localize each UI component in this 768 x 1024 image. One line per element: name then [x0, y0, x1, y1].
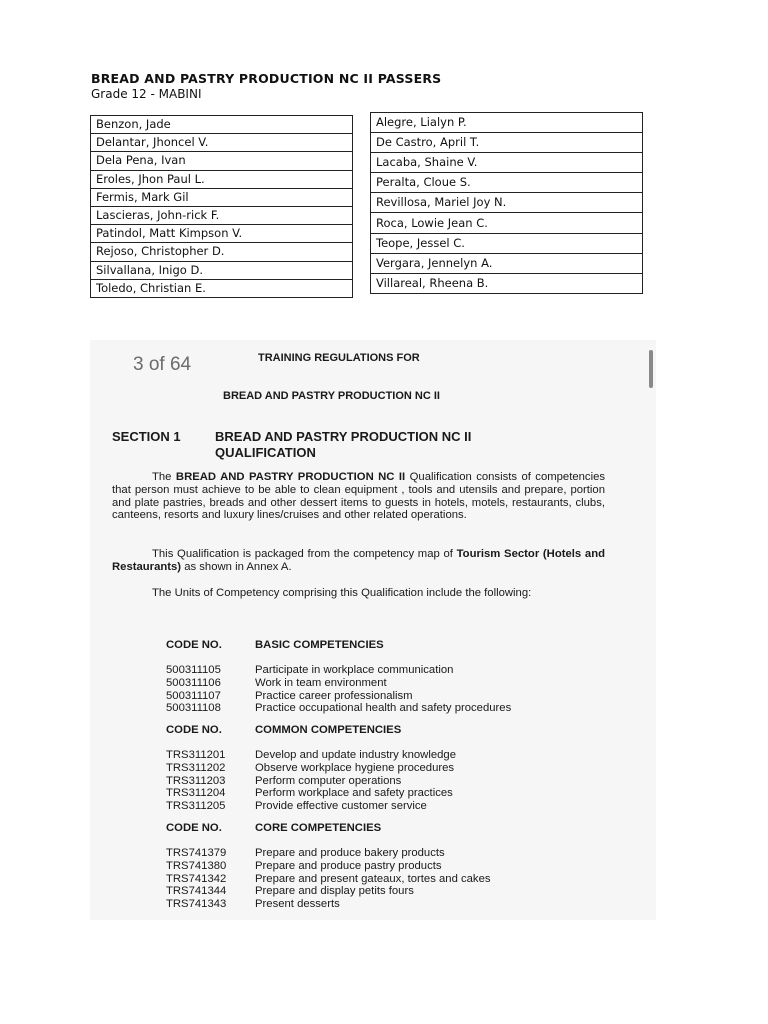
qualification-paragraph: [112, 471, 605, 522]
competency-header: [166, 724, 586, 738]
table-row: [371, 253, 643, 273]
competency-row: [166, 702, 586, 715]
competency-description: Practice career professionalism: [255, 689, 413, 702]
passers-table-left: [90, 115, 353, 298]
competency-description: Perform workplace and safety practices: [255, 787, 453, 800]
excerpt-title: TRAINING REGULATIONS FOR: [258, 352, 420, 364]
competency-code: 500311107: [166, 689, 221, 702]
passer-name: Delantar, Jhoncel V.: [91, 134, 353, 152]
training-regulations-excerpt: [90, 340, 656, 920]
units-paragraph: The Units of Competency comprising this Qualification include the following:: [152, 587, 532, 599]
competency-row: [166, 847, 586, 860]
competency-row: [166, 873, 586, 886]
competency-row: [166, 898, 586, 911]
passer-name: Roca, Lowie Jean C.: [371, 213, 643, 233]
competency-description: Provide effective customer service: [255, 800, 427, 813]
table-row: [371, 173, 643, 193]
competency-description: Prepare and display petits fours: [255, 885, 414, 898]
competency-row: [166, 775, 586, 788]
competency-row: [166, 664, 586, 677]
excerpt-subtitle: BREAD AND PASTRY PRODUCTION NC II: [223, 390, 440, 402]
competency-group-title: COMMON COMPETENCIES: [255, 724, 402, 736]
passer-name: Benzon, Jade: [91, 116, 353, 134]
competency-group: [166, 822, 586, 911]
competency-row: [166, 885, 586, 898]
competency-header: [166, 639, 586, 653]
passers-table-right: [370, 112, 643, 294]
competency-code: TRS311205: [166, 800, 226, 813]
table-row: [91, 279, 353, 297]
competency-group: [166, 724, 586, 813]
passer-name: Revillosa, Mariel Joy N.: [371, 193, 643, 213]
competency-description: Perform computer operations: [255, 774, 402, 787]
competency-description: Prepare and present gateaux, tortes and cakes: [255, 872, 491, 885]
competency-group-title: CORE COMPETENCIES: [255, 822, 382, 834]
paragraph-text: as shown in Annex A.: [181, 560, 292, 573]
passer-name: Rejoso, Christopher D.: [91, 243, 353, 261]
passer-name: Toledo, Christian E.: [91, 279, 353, 297]
competency-code: TRS741379: [166, 847, 227, 859]
passer-name: Fermis, Mark Gil: [91, 188, 353, 206]
paragraph-text: Qualification consists of competencies that person must achieve to be able to clean equipment , tools and utensils and prepare, portion and plate pastries, breads and other dessert items to guests in hotels, motels, restaurants, clubs, canteens, resorts and luxury lines/cruises and other related operations.: [112, 471, 606, 522]
competency-group: [166, 639, 586, 715]
competency-code: 500311108: [166, 702, 221, 715]
passer-name: Villareal, Rheena B.: [371, 273, 643, 293]
package-paragraph: [112, 548, 605, 574]
competency-description: Present desserts: [255, 898, 340, 911]
competency-description: Prepare and produce pastry products: [255, 859, 442, 872]
document-title: BREAD AND PASTRY PRODUCTION NC II PASSERS: [91, 71, 442, 86]
passer-name: Vergara, Jennelyn A.: [371, 253, 643, 273]
competency-row: [166, 749, 586, 762]
scrollbar[interactable]: [649, 350, 653, 388]
competency-code: TRS741380: [166, 859, 227, 872]
competency-code: TRS311202: [166, 761, 226, 774]
competency-row: [166, 690, 586, 703]
competency-description: Practice occupational health and safety procedures: [255, 702, 512, 715]
competency-row: [166, 762, 586, 775]
code-column-header: CODE NO.: [166, 724, 222, 736]
sector-name: Tourism Sector (Hotels and Restaurants): [112, 548, 605, 573]
competency-code: TRS311201: [166, 749, 226, 761]
table-row: [371, 133, 643, 153]
passer-name: Lacaba, Shaine V.: [371, 153, 643, 173]
qualification-name: BREAD AND PASTRY PRODUCTION NC II: [175, 471, 406, 483]
table-row: [91, 225, 353, 243]
competency-description: Observe workplace hygiene procedures: [255, 761, 455, 774]
table-row: [371, 193, 643, 213]
table-row: [91, 243, 353, 261]
competency-row: [166, 860, 586, 873]
section-number: SECTION 1: [112, 429, 181, 444]
table-row: [371, 113, 643, 133]
code-column-header: CODE NO.: [166, 822, 222, 834]
table-row: [91, 261, 353, 279]
competency-description: Work in team environment: [255, 676, 387, 689]
competency-row: [166, 677, 586, 690]
passer-name: Silvallana, Inigo D.: [91, 261, 353, 279]
passer-name: Lascieras, John-rick F.: [91, 206, 353, 224]
table-row: [91, 188, 353, 206]
passer-name: Patindol, Matt Kimpson V.: [91, 225, 353, 243]
passer-name: De Castro, April T.: [371, 133, 643, 153]
competency-description: Participate in workplace communication: [255, 664, 454, 676]
passer-name: Dela Pena, Ivan: [91, 152, 353, 170]
competency-code: TRS741342: [166, 872, 227, 885]
competency-description: Develop and update industry knowledge: [255, 749, 456, 761]
page-indicator: 3 of 64: [133, 354, 192, 375]
table-row: [91, 170, 353, 188]
competency-code: TRS311204: [166, 787, 226, 800]
table-row: [91, 206, 353, 224]
competency-code: TRS741344: [166, 885, 227, 898]
section-title: BREAD AND PASTRY PRODUCTION NC II QUALIFICATION: [215, 429, 472, 460]
competency-code: TRS741343: [166, 898, 227, 911]
table-row: [91, 116, 353, 134]
competency-row: [166, 787, 586, 800]
passer-name: Alegre, Lialyn P.: [371, 113, 643, 133]
table-row: [371, 273, 643, 293]
table-row: [371, 153, 643, 173]
class-section: Grade 12 - MABINI: [91, 87, 202, 101]
table-row: [91, 152, 353, 170]
table-row: [91, 134, 353, 152]
table-row: [371, 213, 643, 233]
passer-name: Teope, Jessel C.: [371, 233, 643, 253]
passer-name: Eroles, Jhon Paul L.: [91, 170, 353, 188]
competency-header: [166, 822, 586, 836]
paragraph-text: The: [152, 471, 176, 483]
competency-row: [166, 800, 586, 813]
paragraph-text: This Qualification is packaged from the competency map of: [152, 548, 457, 560]
competency-code: 500311105: [166, 664, 221, 676]
competency-group-title: BASIC COMPETENCIES: [255, 639, 384, 651]
competency-code: 500311106: [166, 676, 221, 689]
competency-code: TRS311203: [166, 774, 226, 787]
table-row: [371, 233, 643, 253]
code-column-header: CODE NO.: [166, 639, 222, 651]
competency-description: Prepare and produce bakery products: [255, 847, 445, 859]
passer-name: Peralta, Cloue S.: [371, 173, 643, 193]
